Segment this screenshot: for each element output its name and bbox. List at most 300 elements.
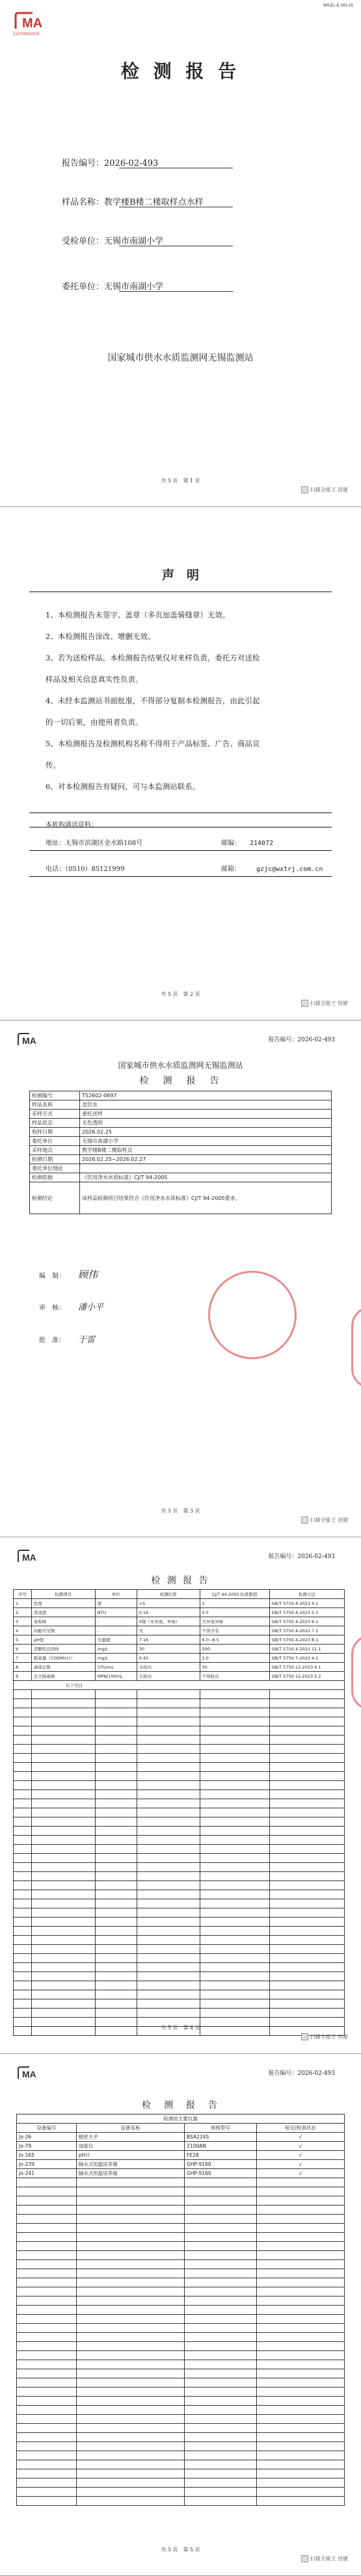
doc-code: WXJC-JL-001-01 bbox=[323, 4, 353, 8]
statement-title: 声 明 bbox=[161, 568, 199, 582]
empty-cell bbox=[95, 1736, 137, 1745]
scanner-badge: 扫描全能王 创建 bbox=[301, 2033, 348, 2040]
results-cell: 500 bbox=[200, 1645, 269, 1654]
empty-cell bbox=[76, 2251, 184, 2260]
empty-cell bbox=[137, 1754, 200, 1763]
empty-cell bbox=[137, 1699, 200, 1708]
empty-cell bbox=[185, 2287, 257, 2296]
detail-row bbox=[30, 1155, 332, 1164]
empty-cell bbox=[95, 1699, 137, 1708]
empty-row bbox=[17, 2397, 345, 2406]
empty-row bbox=[17, 2296, 345, 2306]
empty-row bbox=[17, 2178, 345, 2187]
empty-cell bbox=[137, 1827, 200, 1836]
empty-cell bbox=[200, 1726, 269, 1736]
empty-row bbox=[14, 1726, 345, 1736]
empty-cell bbox=[137, 1918, 200, 1927]
empty-cell bbox=[17, 2242, 77, 2251]
empty-cell bbox=[137, 1963, 200, 1972]
empty-cell bbox=[95, 2009, 137, 2018]
empty-row bbox=[14, 1908, 345, 1918]
table-row bbox=[17, 2151, 345, 2160]
empty-cell bbox=[76, 2460, 184, 2469]
empty-cell bbox=[137, 1890, 200, 1899]
empty-cell bbox=[31, 1754, 95, 1763]
table-row bbox=[14, 1645, 345, 1654]
scanner-icon bbox=[301, 1000, 308, 1007]
statement-page bbox=[0, 507, 361, 1021]
detail-org: 国家城市供水水质监测网无锡监测站 bbox=[118, 1061, 243, 1070]
empty-cell bbox=[137, 1726, 200, 1736]
results-cell: GB/T 5750.4-2023 11.1 bbox=[269, 1645, 344, 1654]
empty-row bbox=[17, 2360, 345, 2369]
statement-item: 3、若为送检样品，本检测报告结果仅对来样负责，委托方对送检 bbox=[46, 653, 260, 662]
detail-value: 2026.02.25 bbox=[80, 1128, 332, 1137]
empty-cell bbox=[256, 2442, 344, 2451]
equipment-cell: Jo-26 bbox=[17, 2133, 77, 2142]
empty-cell bbox=[14, 1699, 32, 1708]
empty-cell bbox=[256, 2306, 344, 2315]
equipment-cell: Jo-239 bbox=[17, 2160, 77, 2169]
results-cell: GB/T 5750.12-2023 4.1 bbox=[269, 1663, 344, 1672]
empty-cell bbox=[256, 2287, 344, 2296]
empty-cell bbox=[269, 1690, 344, 1699]
empty-cell bbox=[31, 1690, 95, 1699]
empty-cell bbox=[17, 2406, 77, 2415]
equipment-table bbox=[16, 2114, 345, 2506]
equipment-cell: 浊度仪 bbox=[76, 2142, 184, 2151]
empty-cell bbox=[76, 2451, 184, 2460]
empty-cell bbox=[31, 1963, 95, 1972]
empty-cell bbox=[17, 2178, 77, 2187]
empty-cell bbox=[95, 1872, 137, 1881]
empty-cell bbox=[185, 2242, 257, 2251]
detail-value: TS2602-0697 bbox=[80, 1091, 332, 1100]
detail-title: 检 测 报 告 bbox=[139, 1076, 222, 1086]
empty-cell bbox=[269, 1963, 344, 1972]
results-cell: 无量纲 bbox=[95, 1635, 137, 1645]
empty-cell bbox=[256, 2406, 344, 2415]
empty-cell bbox=[76, 2205, 184, 2215]
empty-row bbox=[14, 1754, 345, 1763]
empty-cell bbox=[200, 1927, 269, 1936]
empty-cell bbox=[137, 1745, 200, 1754]
empty-cell bbox=[14, 1708, 32, 1717]
empty-cell bbox=[269, 1763, 344, 1772]
cover-field-report-no: 报告编号：2026-02-493 bbox=[62, 159, 159, 168]
empty-cell bbox=[95, 1708, 137, 1717]
equipment-cell: √ bbox=[256, 2160, 344, 2169]
empty-cell bbox=[95, 1981, 137, 1990]
empty-cell bbox=[76, 2333, 184, 2342]
empty-cell bbox=[137, 2009, 200, 2018]
empty-cell bbox=[137, 1781, 200, 1790]
detail-value: 教学楼B楼二楼取样点 bbox=[80, 1146, 332, 1155]
empty-cell bbox=[269, 1799, 344, 1808]
empty-cell bbox=[256, 2187, 344, 2196]
empty-cell bbox=[200, 1845, 269, 1854]
empty-cell bbox=[31, 1854, 95, 1863]
empty-cell bbox=[76, 2387, 184, 2397]
detail-value: 该样品检测项目结果符合《饮用净水水质标准》CJ/T 94-2005要求。 bbox=[80, 1182, 332, 1214]
empty-cell bbox=[200, 1945, 269, 1954]
empty-row bbox=[17, 2451, 345, 2460]
empty-cell bbox=[200, 1872, 269, 1881]
empty-cell bbox=[185, 2451, 257, 2460]
detail-row bbox=[30, 1173, 332, 1182]
results-cell: 臭和味 bbox=[31, 1617, 95, 1626]
empty-cell bbox=[95, 1936, 137, 1945]
empty-row bbox=[17, 2315, 345, 2324]
empty-cell bbox=[269, 1708, 344, 1717]
empty-cell bbox=[76, 2351, 184, 2360]
empty-cell bbox=[14, 1763, 32, 1772]
empty-cell bbox=[95, 1927, 137, 1936]
results-cell: 4 bbox=[14, 1626, 32, 1635]
empty-cell bbox=[31, 1799, 95, 1808]
page-number: 共 5 页 第 3 页 bbox=[161, 1508, 200, 1514]
empty-cell bbox=[31, 1954, 95, 1963]
empty-cell bbox=[76, 2342, 184, 2351]
empty-cell bbox=[256, 2242, 344, 2251]
empty-cell bbox=[17, 2296, 77, 2306]
empty-row bbox=[17, 2251, 345, 2260]
empty-cell bbox=[269, 2009, 344, 2018]
empty-cell bbox=[17, 2233, 77, 2242]
scanner-badge: 扫描全能王 创建 bbox=[301, 2555, 348, 2562]
scanner-icon bbox=[301, 486, 308, 493]
empty-cell bbox=[256, 2369, 344, 2378]
results-cell: 0.5 bbox=[200, 1608, 269, 1617]
empty-cell bbox=[269, 1808, 344, 1817]
results-cell: 50 bbox=[200, 1663, 269, 1672]
empty-cell bbox=[14, 1790, 32, 1799]
empty-cell bbox=[256, 2333, 344, 2342]
empty-cell bbox=[14, 1999, 32, 2009]
empty-cell bbox=[269, 1699, 344, 1708]
table-row bbox=[14, 1608, 345, 1617]
empty-cell bbox=[200, 1763, 269, 1772]
detail-page bbox=[0, 1021, 361, 1537]
empty-cell bbox=[200, 1890, 269, 1899]
results-cell: pH值 bbox=[31, 1635, 95, 1645]
empty-row bbox=[14, 1745, 345, 1754]
empty-cell bbox=[269, 1918, 344, 1927]
statement-item: 5、本检测报告及检测机构名称不得用于产品标签、广告、商品宣 bbox=[46, 739, 260, 748]
empty-cell bbox=[200, 1772, 269, 1781]
results-header-cell: 单位 bbox=[95, 1590, 137, 1599]
empty-cell bbox=[185, 2369, 257, 2378]
statement-item: 的一切后果，由使用者负责。 bbox=[46, 718, 143, 727]
table-row bbox=[14, 1635, 345, 1645]
table-row bbox=[17, 2142, 345, 2151]
empty-cell bbox=[17, 2278, 77, 2287]
empty-cell bbox=[269, 1899, 344, 1908]
empty-cell bbox=[185, 2251, 257, 2260]
empty-cell bbox=[137, 1717, 200, 1726]
empty-cell bbox=[95, 1790, 137, 1799]
detail-table bbox=[29, 1091, 332, 1214]
empty-row bbox=[17, 2424, 345, 2433]
empty-cell bbox=[14, 2009, 32, 2018]
results-cell: 未检出 bbox=[137, 1663, 200, 1672]
empty-cell bbox=[95, 1990, 137, 1999]
scanner-badge: 扫描全能王 创建 bbox=[301, 486, 348, 493]
contact-email: 邮箱： gzjc@wxtrj.com.cn bbox=[221, 866, 323, 873]
empty-row bbox=[17, 2260, 345, 2269]
perforation-seal bbox=[351, 1635, 361, 1710]
results-cell: GB/T 5750.4-2023 7.1 bbox=[269, 1626, 344, 1635]
results-cell: - bbox=[95, 1626, 137, 1635]
empty-cell bbox=[31, 1790, 95, 1799]
empty-cell bbox=[95, 1808, 137, 1817]
empty-cell bbox=[31, 1972, 95, 1981]
svg-text:MA: MA bbox=[22, 16, 43, 31]
empty-row bbox=[14, 1890, 345, 1899]
empty-cell bbox=[200, 1708, 269, 1717]
empty-cell bbox=[95, 1827, 137, 1836]
empty-cell bbox=[17, 2260, 77, 2269]
empty-cell bbox=[256, 2469, 344, 2478]
empty-cell bbox=[185, 2224, 257, 2233]
empty-row bbox=[14, 1708, 345, 1717]
empty-cell bbox=[256, 2460, 344, 2469]
empty-row bbox=[14, 1872, 345, 1881]
empty-cell bbox=[137, 1899, 200, 1908]
empty-cell bbox=[95, 1999, 137, 2009]
detail-row bbox=[30, 1182, 332, 1214]
empty-cell bbox=[137, 1845, 200, 1854]
empty-row bbox=[14, 1881, 345, 1890]
detail-label: 检测依据 bbox=[30, 1173, 80, 1182]
empty-cell bbox=[256, 2451, 344, 2460]
empty-cell bbox=[95, 1690, 137, 1699]
empty-cell bbox=[269, 1945, 344, 1954]
contact-phone: 电话：（0510）85121999 bbox=[46, 866, 125, 873]
empty-row bbox=[14, 1936, 345, 1945]
cover-page bbox=[0, 0, 361, 507]
statement-item: 6、对本检测报告有疑问，可与本监测站联系。 bbox=[46, 782, 200, 791]
empty-cell bbox=[200, 1981, 269, 1990]
empty-row bbox=[17, 2242, 345, 2251]
empty-cell bbox=[269, 1972, 344, 1981]
empty-cell bbox=[269, 1754, 344, 1763]
table-row bbox=[14, 1681, 345, 1690]
empty-cell bbox=[185, 2397, 257, 2406]
empty-cell bbox=[95, 1799, 137, 1808]
empty-cell bbox=[14, 1936, 32, 1945]
empty-cell bbox=[137, 1736, 200, 1745]
empty-cell bbox=[269, 1845, 344, 1854]
empty-cell bbox=[17, 2488, 77, 2497]
empty-cell bbox=[200, 1745, 269, 1754]
empty-cell bbox=[200, 1736, 269, 1745]
empty-cell bbox=[76, 2278, 184, 2287]
contact-address: 地址：无锡市滨湖区金水路108号 bbox=[46, 840, 143, 847]
empty-cell bbox=[185, 2233, 257, 2242]
results-cell: 2.0 bbox=[200, 1654, 269, 1663]
table-row bbox=[17, 2169, 345, 2178]
empty-cell bbox=[269, 1772, 344, 1781]
empty-cell bbox=[200, 1808, 269, 1817]
empty-cell bbox=[185, 2324, 257, 2333]
equipment-cell: √ bbox=[256, 2142, 344, 2151]
equipment-cell: √ bbox=[256, 2151, 344, 2160]
svg-text:MA: MA bbox=[22, 1552, 36, 1563]
empty-cell bbox=[185, 2442, 257, 2451]
empty-row bbox=[14, 1763, 345, 1772]
empty-cell bbox=[200, 1881, 269, 1890]
empty-cell bbox=[76, 2306, 184, 2315]
empty-cell bbox=[269, 1790, 344, 1799]
empty-row bbox=[17, 2369, 345, 2378]
equipment-cell: 2100AN bbox=[185, 2142, 257, 2151]
empty-cell bbox=[256, 2224, 344, 2233]
empty-cell bbox=[76, 2324, 184, 2333]
empty-row bbox=[17, 2442, 345, 2451]
empty-row bbox=[17, 2333, 345, 2342]
empty-cell bbox=[14, 1808, 32, 1817]
empty-cell bbox=[31, 1872, 95, 1881]
empty-row bbox=[14, 1927, 345, 1936]
empty-cell bbox=[269, 1781, 344, 1790]
empty-cell bbox=[17, 2187, 77, 2196]
empty-row bbox=[14, 2009, 345, 2018]
empty-row bbox=[14, 1899, 345, 1908]
empty-cell bbox=[95, 1890, 137, 1899]
equipment-subtitle: 检测用主要仪器 bbox=[17, 2114, 345, 2124]
empty-cell bbox=[137, 1772, 200, 1781]
table-row bbox=[14, 1599, 345, 1608]
empty-cell bbox=[17, 2415, 77, 2424]
empty-cell bbox=[95, 1781, 137, 1790]
empty-cell bbox=[17, 2342, 77, 2351]
empty-cell bbox=[256, 2205, 344, 2215]
detail-label: 检测编号 bbox=[30, 1091, 80, 1100]
empty-cell bbox=[269, 1990, 344, 1999]
empty-cell bbox=[14, 1781, 32, 1790]
results-cell: 3 bbox=[14, 1617, 32, 1626]
results-cell: 无异臭异味 bbox=[200, 1617, 269, 1626]
empty-row bbox=[17, 2215, 345, 2224]
empty-cell bbox=[76, 2478, 184, 2488]
empty-cell bbox=[137, 1708, 200, 1717]
empty-cell bbox=[31, 1936, 95, 1945]
svg-text:MA: MA bbox=[22, 2069, 36, 2079]
empty-cell bbox=[269, 1872, 344, 1881]
empty-row bbox=[17, 2378, 345, 2387]
empty-cell bbox=[76, 2415, 184, 2424]
empty-cell bbox=[185, 2187, 257, 2196]
results-page bbox=[0, 1537, 361, 2054]
empty-cell bbox=[17, 2433, 77, 2442]
results-cell: 0级（无异臭、异味） bbox=[137, 1617, 200, 1626]
empty-cell bbox=[185, 2351, 257, 2360]
empty-cell bbox=[31, 1781, 95, 1790]
empty-row bbox=[14, 1836, 345, 1845]
empty-row bbox=[17, 2351, 345, 2360]
empty-cell bbox=[256, 2296, 344, 2306]
empty-cell bbox=[17, 2378, 77, 2387]
results-cell: GB/T 5750.12-2023 5.2 bbox=[269, 1672, 344, 1681]
empty-cell bbox=[137, 1854, 200, 1863]
empty-row bbox=[14, 1845, 345, 1854]
empty-cell bbox=[14, 1972, 32, 1981]
empty-cell bbox=[200, 1827, 269, 1836]
table-row bbox=[14, 1672, 345, 1681]
empty-cell bbox=[269, 1881, 344, 1890]
empty-cell bbox=[137, 1790, 200, 1799]
table-row bbox=[14, 1654, 345, 1663]
empty-cell bbox=[14, 1963, 32, 1972]
cover-field-sample: 样品名称：教学楼B楼二楼取样点水样 bbox=[62, 198, 204, 207]
detail-label: 委托单位地址 bbox=[30, 1164, 80, 1173]
empty-cell bbox=[95, 1908, 137, 1918]
sig-reviewer: 审 核： 潘小平 bbox=[39, 1302, 104, 1312]
equipment-cell: 隔水式恒温培养箱 bbox=[76, 2160, 184, 2169]
empty-cell bbox=[256, 2497, 344, 2506]
results-cell: 7 bbox=[14, 1654, 32, 1663]
empty-cell bbox=[14, 1899, 32, 1908]
empty-cell bbox=[76, 2187, 184, 2196]
empty-cell bbox=[269, 1936, 344, 1945]
empty-cell bbox=[14, 1726, 32, 1736]
empty-cell bbox=[269, 1817, 344, 1827]
empty-cell bbox=[185, 2178, 257, 2187]
empty-cell bbox=[137, 1872, 200, 1881]
results-cell: 菌落总数 bbox=[31, 1663, 95, 1672]
detail-row bbox=[30, 1137, 332, 1146]
detail-row bbox=[30, 1164, 332, 1173]
results-cell: <5 bbox=[137, 1599, 200, 1608]
empty-cell bbox=[95, 1963, 137, 1972]
empty-cell bbox=[256, 2415, 344, 2424]
empty-cell bbox=[185, 2469, 257, 2478]
empty-cell bbox=[269, 1954, 344, 1963]
results-cell: mg/L bbox=[95, 1654, 137, 1663]
contact-title: 本机构通讯资料： bbox=[46, 822, 98, 829]
statement-item: 4、未经本监测站书面批准，不得部分复制本检测报告，由此引起 bbox=[46, 696, 260, 705]
empty-row bbox=[14, 1999, 345, 2009]
empty-cell bbox=[137, 1936, 200, 1945]
empty-cell bbox=[256, 2342, 344, 2351]
empty-cell bbox=[31, 1699, 95, 1708]
detail-label: 样品名称 bbox=[30, 1100, 80, 1110]
empty-cell bbox=[137, 1972, 200, 1981]
empty-row bbox=[17, 2488, 345, 2497]
empty-cell bbox=[185, 2196, 257, 2205]
empty-cell bbox=[76, 2260, 184, 2269]
detail-row bbox=[30, 1119, 332, 1128]
empty-cell bbox=[17, 2424, 77, 2433]
empty-cell bbox=[200, 2009, 269, 2018]
results-cell: 0.16 bbox=[137, 1608, 200, 1617]
empty-cell bbox=[137, 1817, 200, 1827]
empty-cell bbox=[185, 2378, 257, 2387]
empty-cell bbox=[269, 1717, 344, 1726]
empty-cell bbox=[14, 1881, 32, 1890]
empty-cell bbox=[95, 1717, 137, 1726]
detail-row bbox=[30, 1128, 332, 1137]
results-cell: 无 bbox=[137, 1626, 200, 1635]
empty-cell bbox=[76, 2442, 184, 2451]
empty-cell bbox=[31, 1772, 95, 1781]
empty-cell bbox=[185, 2387, 257, 2397]
empty-cell bbox=[200, 1799, 269, 1808]
statement-item: 传。 bbox=[46, 761, 60, 770]
empty-cell bbox=[17, 2478, 77, 2488]
detail-label: 收样日期 bbox=[30, 1128, 80, 1137]
